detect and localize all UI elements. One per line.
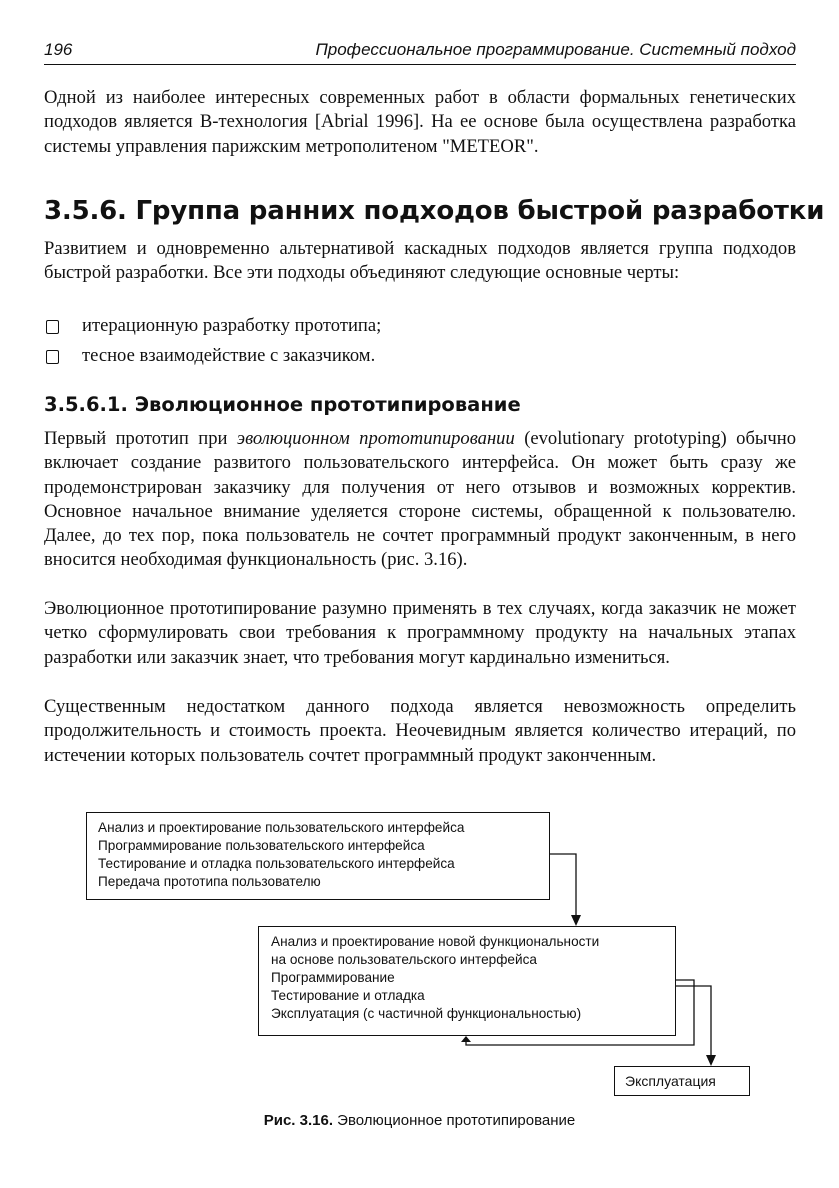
section-paragraph: Развитием и одновременно альтернативой каскадных подходов является группа подходов быстрой разработки. Все эти подходы объединяют следующие основные черты: <box>44 238 796 284</box>
arrowhead-up-icon <box>461 1036 471 1042</box>
emphasized-term: эволюционном прототипировании <box>236 428 515 449</box>
section-heading: 3.5.6. Группа ранних подходов быстрой разработки <box>44 196 825 226</box>
arrow-box1-to-box2 <box>550 854 576 916</box>
arrowhead-down-icon <box>706 1055 716 1066</box>
list-item-text: итерационную разработку прототипа; <box>82 315 382 336</box>
box-line: Программирование пользовательского интерфейса <box>98 838 425 853</box>
box-line: на основе пользовательского интерфейса <box>271 952 537 967</box>
box-line: Эксплуатация (с частичной функциональностью) <box>271 1006 582 1021</box>
figure-caption <box>0 1112 839 1129</box>
box-operation-stage <box>614 1066 750 1096</box>
box-functionality-iteration-stage <box>258 926 676 1036</box>
page-number: 196 <box>44 40 73 59</box>
running-title: Профессиональное программирование. Системный подход <box>315 40 796 59</box>
box-ui-prototype-stage <box>86 812 550 900</box>
box-line: Анализ и проектирование новой функциональности <box>271 934 600 949</box>
subsection-paragraph-3: Существенным недостатком данного подхода является невозможность определить продолжительность и стоимость проекта. Неочевидным является количество итераций, по истечении которых пользователь сочтет программный продукт законченным. <box>44 696 796 766</box>
paragraph-text: (evolutionary prototyping) обычно включает создание развитого пользовательского интерфейса. Он может быть сразу же продемонстрирован заказчику для получения от него отзывов и возможных корректив. Основное начальное внимание уделяется стороне системы, обращенной к пользователю. Далее, до тех пор, пока пользователь не сочтет программный продукт законченным, в него вносится необходимая функциональность (рис. 3.16). <box>44 428 796 571</box>
paragraph-text: Первый прототип при <box>44 428 237 449</box>
caption-text: Эволюционное прототипирование <box>337 1112 576 1129</box>
list-item-text: тесное взаимодействие с заказчиком. <box>82 345 376 366</box>
box-line: Эксплуатация <box>625 1073 716 1089</box>
box-line: Тестирование и отладка пользовательского интерфейса <box>98 856 455 871</box>
box-line: Программирование <box>271 970 395 985</box>
subsection-heading: 3.5.6.1. Эволюционное прототипирование <box>44 393 521 416</box>
arrowhead-down-icon <box>571 915 581 926</box>
box-line: Тестирование и отладка <box>271 988 425 1003</box>
subsection-paragraph-2: Эволюционное прототипирование разумно применять в тех случаях, когда заказчик не может четко сформулировать свои требования к программному продукту на начальных этапах разработки или заказчик знает, что требования могут кардинально измениться. <box>44 598 796 668</box>
box-line: Анализ и проектирование пользовательского интерфейса <box>98 820 465 835</box>
box-line: Передача прототипа пользователю <box>98 874 321 889</box>
intro-paragraph: Одной из наиболее интересных современных работ в области формальных генетических подходов является В-технология [Abrial 1996]. На ее основе была осуществлена разработка системы управления парижским метрополитеном "METEOR". <box>44 87 796 157</box>
caption-label: Рис. 3.16. <box>263 1112 333 1129</box>
